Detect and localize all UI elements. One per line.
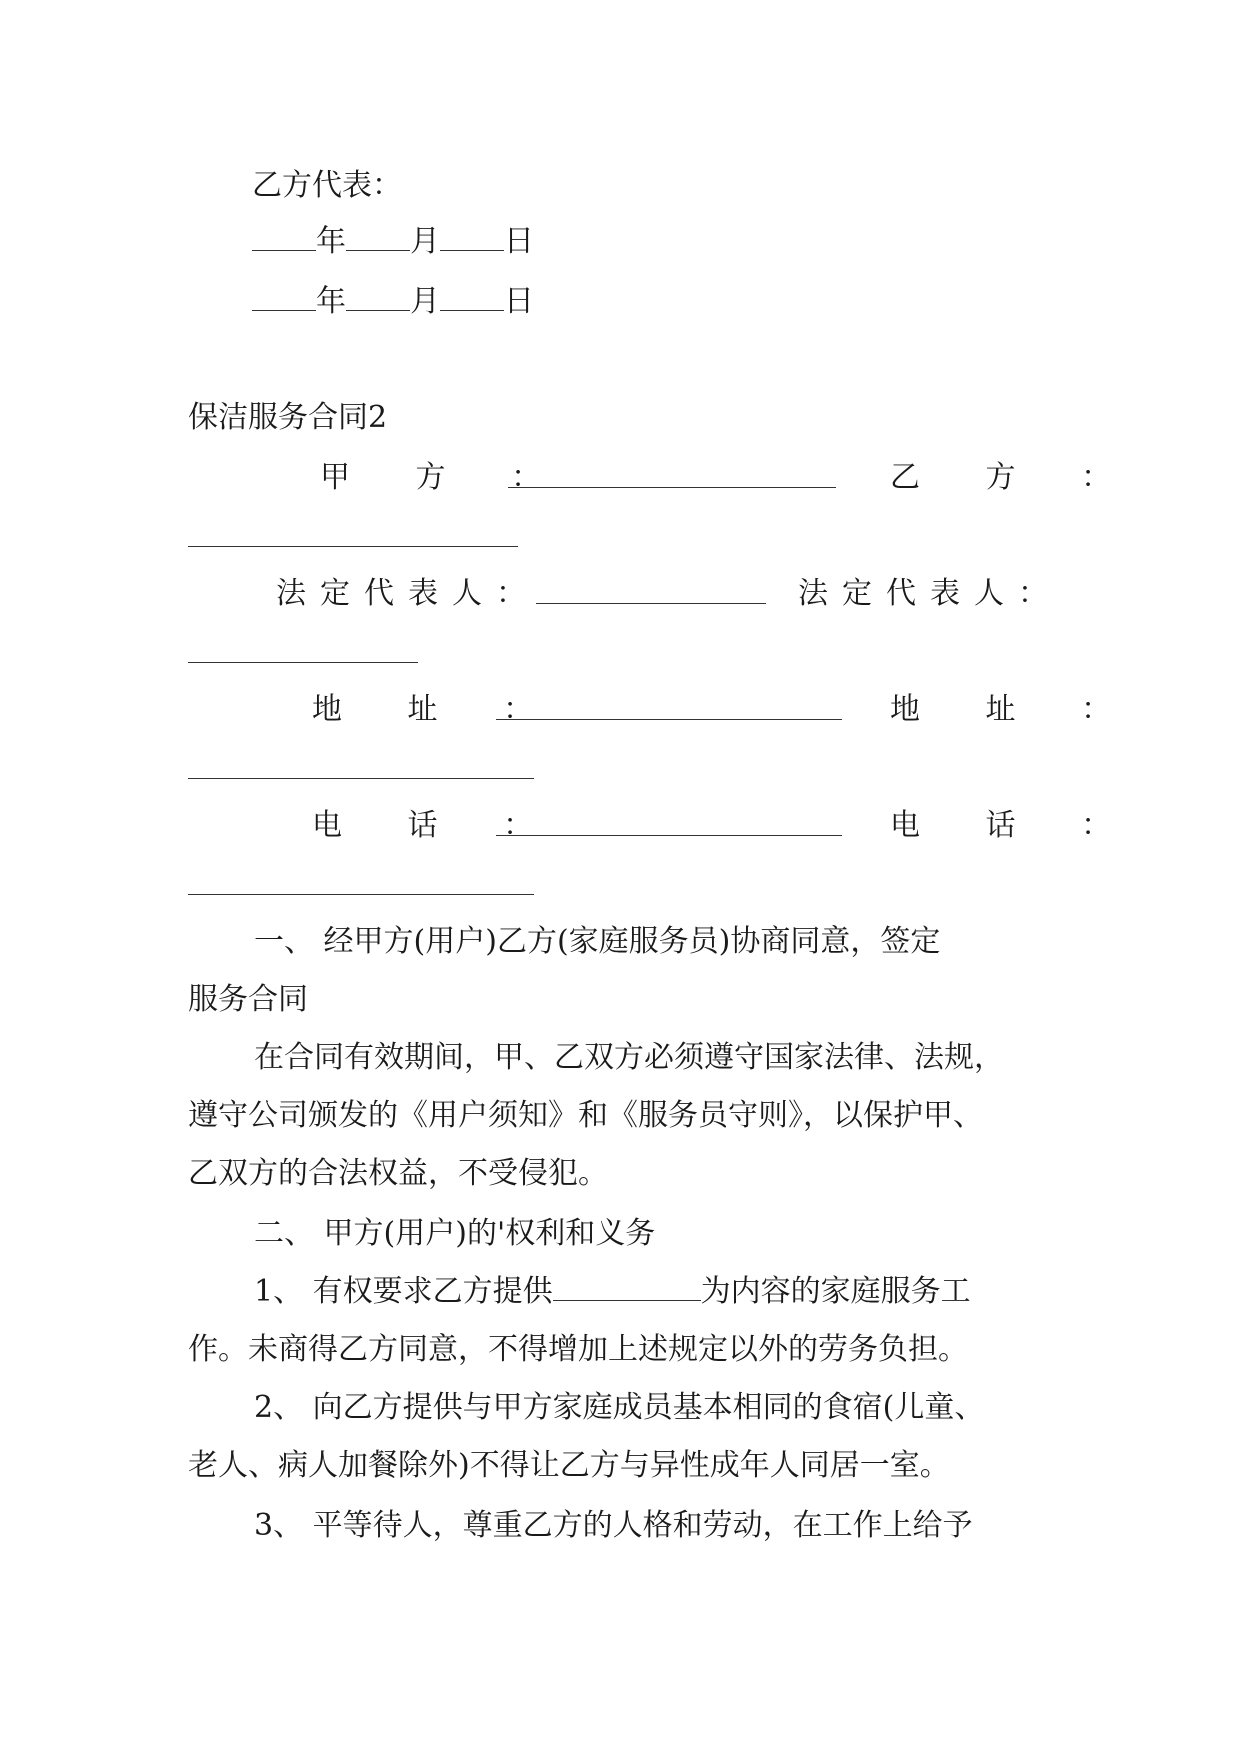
year-char: 年	[316, 284, 346, 319]
addr-b-field[interactable]	[188, 778, 534, 779]
item-1-line-2: 作。未商得乙方同意，不得增加上述规定以外的劳务负担。	[188, 1332, 968, 1367]
clause-validity-line-1: 在合同有效期间，甲、乙双方必须遵守国家法律、法规，	[254, 1040, 1004, 1075]
phone-a-label: 电 话 ：	[312, 808, 562, 843]
rep-a-label: 法定代表人：	[276, 576, 540, 611]
date-line-1	[252, 222, 534, 262]
party-a-field[interactable]	[508, 487, 836, 488]
item-1-suffix: 为内容的家庭服务工	[700, 1274, 971, 1309]
clause-validity-line-3: 乙双方的合法权益，不受侵犯。	[188, 1156, 608, 1191]
clause-1-line-2: 服务合同	[188, 982, 308, 1017]
day-blank[interactable]	[440, 284, 504, 311]
party-a-label: 甲 方 ：	[320, 460, 570, 495]
rep-b-field[interactable]	[188, 662, 418, 663]
party-b-label: 乙 方 ：	[890, 460, 1140, 495]
signature-label: 乙方代表：	[252, 168, 402, 203]
month-blank[interactable]	[346, 284, 410, 311]
day-blank[interactable]	[440, 224, 504, 251]
section-2-heading: 二、 甲方(用户)的'权利和义务	[254, 1216, 656, 1251]
party-b-field[interactable]	[188, 546, 518, 547]
rep-a-field[interactable]	[536, 603, 766, 604]
day-char: 日	[504, 224, 534, 259]
item-1-prefix: 1、 有权要求乙方提供	[254, 1274, 553, 1309]
phone-a-field[interactable]	[496, 835, 842, 836]
phone-b-field[interactable]	[188, 894, 534, 895]
item-1-line-1	[254, 1272, 971, 1312]
date-line-2	[252, 282, 534, 322]
clause-1-line-1: 一、 经甲方(用户)乙方(家庭服务员)协商同意，签定	[254, 924, 941, 959]
item-2-line-2: 老人、病人加餐除外)不得让乙方与异性成年人同居一室。	[188, 1448, 950, 1483]
item-3-line-1: 3、 平等待人，尊重乙方的人格和劳动，在工作上给予	[254, 1508, 973, 1543]
item-2-line-1: 2、 向乙方提供与甲方家庭成员基本相同的食宿(儿童、	[254, 1390, 985, 1425]
year-blank[interactable]	[252, 284, 316, 311]
day-char: 日	[504, 284, 534, 319]
phone-b-label: 电 话 ：	[890, 808, 1140, 843]
month-char: 月	[410, 284, 440, 319]
addr-b-label: 地 址 ：	[890, 692, 1140, 727]
year-char: 年	[316, 224, 346, 259]
addr-a-label: 地 址 ：	[312, 692, 562, 727]
month-char: 月	[410, 224, 440, 259]
addr-a-field[interactable]	[496, 719, 842, 720]
contract-title: 保洁服务合同2	[188, 400, 388, 435]
service-content-blank[interactable]	[553, 1274, 701, 1301]
clause-validity-line-2: 遵守公司颁发的《用户须知》和《服务员守则》，以保护甲、	[188, 1098, 983, 1133]
month-blank[interactable]	[346, 224, 410, 251]
rep-b-label: 法定代表人：	[798, 576, 1062, 611]
year-blank[interactable]	[252, 224, 316, 251]
